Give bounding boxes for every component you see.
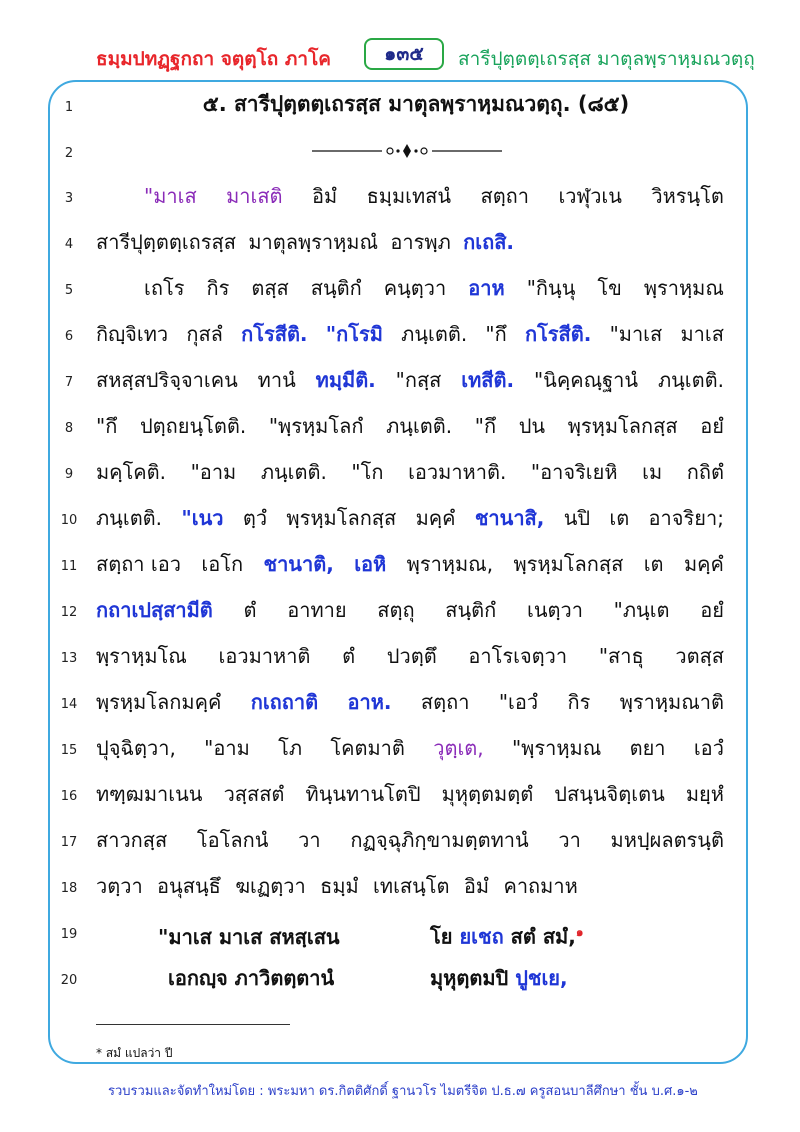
word: ตสฺส: [251, 276, 289, 300]
verse-part: โย: [430, 924, 453, 949]
story-title: ๕. สารีปุตฺตตฺเถรสฺส มาตุลพฺราหฺมณวตฺถุ. (๘๕): [202, 92, 630, 116]
word: "พฺรหฺมโลกํ: [268, 414, 364, 438]
word: เอหิ: [354, 552, 387, 576]
word: ปตฺถยนฺโตติ.: [139, 414, 247, 438]
verse-line-2: [168, 964, 688, 992]
word: ชานาสิ,: [474, 506, 545, 530]
word: มคฺคํ: [683, 552, 724, 576]
line-number: 20: [60, 973, 78, 988]
word: ชานาติ,: [263, 552, 334, 576]
word: "กสฺส: [395, 368, 442, 392]
word: เต: [643, 552, 664, 576]
word: อาห.: [347, 690, 392, 714]
line-number: 19: [60, 927, 78, 942]
line-number: 12: [60, 605, 78, 620]
word: วตสฺส: [675, 644, 724, 668]
word: "เนว: [181, 506, 224, 530]
text-line-18: [96, 872, 724, 900]
word: ภนฺเตติ.: [657, 368, 724, 392]
page-footer: รวบรวมและจัดทำใหม่โดย : พระมหา ดร.กิตติศักดิ์ ฐานวโร ไมตรีจิต ป.ธ.๗ ครูสอนบาลีศึกษา ชั้น บ.ศ.๑-๒: [108, 1084, 698, 1099]
word: มคฺโคติ.: [96, 460, 167, 484]
word: ทานํ: [257, 368, 296, 392]
header-book-title: ธมฺมปทฏฺฐกถา จตุตฺโถ ภาโค: [96, 48, 332, 70]
word: สาวกสฺส: [96, 828, 168, 852]
verse-part: สตํ สมํ,: [510, 924, 576, 949]
line-number: 15: [60, 743, 78, 758]
word: ปน: [518, 414, 546, 438]
word: ปสนฺนจิตฺเตน: [554, 782, 665, 806]
line-number: 7: [64, 375, 74, 390]
line-number: 14: [60, 697, 78, 712]
word: อาโรเจตฺวา: [468, 644, 568, 668]
word: คนฺตฺวา: [383, 276, 447, 300]
word: ทมฺมีติ.: [315, 368, 376, 392]
line-number: 13: [60, 651, 78, 666]
verse-part: ปูชเย,: [515, 966, 568, 990]
word: กโรสีติ.: [524, 322, 592, 346]
line-number: 2: [64, 146, 74, 161]
line-number: 18: [60, 881, 78, 896]
text-line-7: [96, 366, 724, 394]
word: กุสลํ: [186, 322, 223, 346]
word: สารีปุตฺตตฺเถรสฺส: [96, 230, 236, 254]
word: ทฑฺฒมาเนน: [96, 782, 203, 806]
line-number: 11: [60, 559, 78, 574]
word: ฆเฏตฺวา: [235, 874, 306, 898]
word: มาตุลพฺราหฺมณํ: [248, 230, 379, 254]
word: มหปฺผลตรนฺติ: [610, 828, 724, 852]
word: อาจริยา;: [648, 506, 724, 530]
word: กโรสีติ.: [241, 322, 308, 346]
text-line-17: [96, 826, 724, 854]
word: "โก: [351, 460, 384, 484]
word: ตฺวํ: [242, 506, 268, 530]
word: "นิคฺคณฺฐานํ: [533, 368, 639, 392]
text-line-15: [96, 734, 724, 762]
text-line-10: [96, 504, 724, 532]
verse-part: มุหุตฺตมปิ: [430, 966, 509, 990]
word: สตฺถา เอว: [96, 552, 181, 576]
text-line-14: [96, 688, 724, 716]
word: มาเสติ: [226, 184, 283, 208]
word: ธมฺมํ: [320, 874, 359, 898]
word: กถาเปสฺสามีติ: [96, 598, 213, 622]
text-line-13: [96, 642, 724, 670]
text-line-3: [144, 182, 724, 210]
word: พฺรหฺมโลกมคฺคํ: [96, 690, 222, 714]
word: สนฺติกํ: [445, 598, 497, 622]
line-number: 16: [60, 789, 78, 804]
word: โคตมาติ: [330, 736, 405, 760]
word: ตยา: [629, 736, 666, 760]
line-number: 4: [64, 237, 74, 252]
word: ปุจฺฉิตฺวา,: [96, 736, 176, 760]
word: "พฺราหฺมณ: [511, 736, 602, 760]
word: นปิ: [563, 506, 591, 530]
word: "กโรมิ: [325, 322, 383, 346]
word: มุหุตฺตมตฺตํ: [441, 782, 534, 806]
word: สตฺถา: [420, 690, 470, 714]
word: มาเส: [680, 322, 724, 346]
text-line-16: [96, 780, 724, 808]
word: วิหรนฺโต: [651, 184, 724, 208]
word: กิร: [567, 690, 591, 714]
word: โอโลกนํ: [196, 828, 269, 852]
line-number: 9: [64, 467, 74, 482]
word: สตฺถา: [480, 184, 530, 208]
word: วุตฺเต,: [433, 736, 484, 760]
word: "ภนฺเต: [613, 598, 670, 622]
line-number: 6: [64, 329, 74, 344]
word: ภนฺเตติ.: [96, 506, 163, 530]
word: เทเสนฺโต: [373, 874, 450, 898]
word: "มาเส: [144, 184, 197, 208]
word: วา: [558, 828, 581, 852]
text-line-12: [96, 596, 724, 624]
footnote-marker: ๑: [575, 925, 584, 939]
word: พฺราหฺมณาติ: [619, 690, 724, 714]
word: มคฺคํ: [415, 506, 456, 530]
word: กถิตํ: [686, 460, 724, 484]
word: "กึ: [474, 414, 497, 438]
word: กเถสิ.: [463, 230, 514, 254]
word: อิมํ: [463, 874, 490, 898]
line-number: 17: [60, 835, 78, 850]
word: เถโร: [144, 276, 185, 300]
verse-part: ยเชถ: [459, 924, 504, 949]
text-line-4: [96, 228, 724, 256]
word: ภนฺเตติ.: [260, 460, 327, 484]
text-line-11: [96, 550, 724, 578]
page-number-badge: ๑๓๕: [364, 38, 444, 70]
text-line-9: [96, 458, 724, 486]
word: "อาม: [204, 736, 250, 760]
word: กฏจฺฉุภิกฺขามตฺตทานํ: [350, 828, 529, 852]
text-line-6: [96, 320, 724, 348]
word: อยํ: [700, 598, 724, 622]
line-number: 5: [64, 283, 74, 298]
word: มยฺหํ: [685, 782, 724, 806]
word: คาถมาห: [503, 874, 578, 898]
word: "สาธุ: [598, 644, 644, 668]
word: สนฺติกํ: [310, 276, 362, 300]
footnote-text: * สมํ แปลว่า ปี: [96, 1046, 173, 1060]
word: เทสีติ.: [461, 368, 515, 392]
word: อารพฺภ: [390, 230, 451, 254]
word: "มาเส: [609, 322, 663, 346]
word: "อาจริเยหิ: [530, 460, 618, 484]
word: ตํ: [342, 644, 356, 668]
ornament-divider-icon: [312, 142, 502, 160]
word: กิญฺจิเทว: [96, 322, 169, 346]
word: ธมฺมเทสนํ: [366, 184, 452, 208]
word: พฺราหฺมโณ: [96, 644, 187, 668]
word: ทินฺนทานโตปิ: [305, 782, 421, 806]
footnote-rule: [96, 1024, 290, 1025]
verse-part: เอกญฺจ ภาวิตตฺตานํ: [168, 966, 335, 990]
word: โข: [597, 276, 622, 300]
word: กเถถาติ: [250, 690, 319, 714]
header-chapter-title: สารีปุตฺตตฺเถรสฺส มาตุลพฺราหฺมณวตฺถุ: [458, 48, 755, 70]
word: อนุสนฺธึ: [157, 874, 221, 898]
word: วตฺวา: [96, 874, 143, 898]
word: วสฺสสตํ: [223, 782, 285, 806]
word: ปวตฺตึ: [386, 644, 437, 668]
word: สตฺถุ: [377, 598, 415, 622]
line-number: 1: [64, 100, 74, 115]
text-line-8: [96, 412, 724, 440]
word: เนตฺวา: [526, 598, 583, 622]
verse-line-1: [158, 918, 678, 951]
line-number: 3: [64, 191, 74, 206]
line-number: 8: [64, 421, 74, 436]
word: "อาม: [190, 460, 237, 484]
word: พฺรหฺมโลกสฺส: [513, 552, 624, 576]
word: วา: [298, 828, 321, 852]
word: "กึ: [96, 414, 118, 438]
word: พฺราหฺมณ: [643, 276, 724, 300]
word: ภนฺเตติ.: [401, 322, 468, 346]
word: สหสฺสปริจฺจาเคน: [96, 368, 238, 392]
line-number: 10: [60, 513, 78, 528]
word: "กินฺนุ: [526, 276, 576, 300]
word: พฺรหฺมโลกสฺส: [567, 414, 678, 438]
word: อยํ: [700, 414, 724, 438]
word: ตํ: [243, 598, 257, 622]
word: เอโก: [201, 552, 244, 576]
text-line-5: [144, 274, 724, 302]
word: เม: [642, 460, 663, 484]
word: เต: [609, 506, 630, 530]
word: อาห: [468, 276, 505, 300]
word: "เอวํ: [498, 690, 539, 714]
word: อาทาย: [287, 598, 347, 622]
word: เวฬุวเน: [558, 184, 622, 208]
word: "กึ: [485, 322, 507, 346]
word: โภ: [278, 736, 303, 760]
word: พฺราหฺมณ,: [406, 552, 494, 576]
verse-part: "มาเส มาเส สหสฺเสน: [158, 924, 340, 949]
word: กิร: [206, 276, 230, 300]
word: เอวมาหาติ.: [408, 460, 507, 484]
word: อิมํ: [311, 184, 338, 208]
word: ภนฺเตติ.: [386, 414, 453, 438]
word: เอวมาหาติ: [218, 644, 311, 668]
word: พฺรหฺมโลกสฺส: [286, 506, 397, 530]
word: เอวํ: [693, 736, 724, 760]
